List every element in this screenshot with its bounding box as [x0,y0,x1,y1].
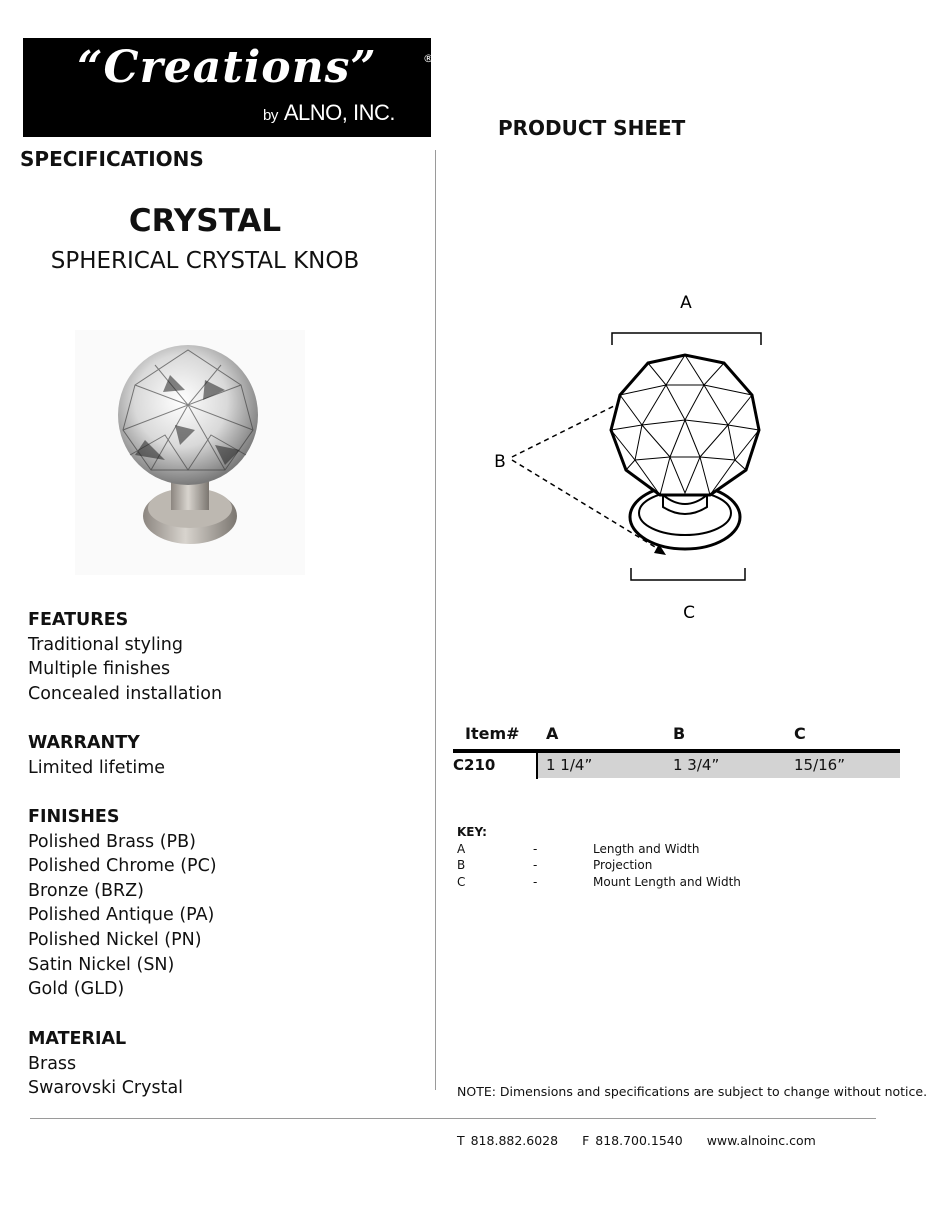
material-item: Brass [28,1053,77,1074]
material-title: MATERIAL [28,1029,127,1049]
table-header-a: A [546,724,559,743]
table-column-rule [536,753,538,779]
finish-item: Polished Antique (PA) [28,905,215,926]
key-description: Length and Width [593,841,700,856]
contact-footer [457,1133,834,1148]
dimension-label-b: B [494,452,506,472]
disclaimer-note: NOTE: Dimensions and specifications are subject to change without notice. [457,1084,928,1099]
key-letter: A [457,841,466,856]
finish-item: Satin Nickel (SN) [28,954,175,975]
key-dash: - [533,874,538,889]
product-sheet-heading: PRODUCT SHEET [498,116,686,140]
logo-by: by [263,107,278,124]
fax-number: F 818.700.1540 [582,1133,683,1148]
table-cell-a: 1 1/4” [546,756,593,774]
table-header-item: Item# [465,724,520,743]
dimension-label-c: C [683,603,695,623]
dimension-label-a: A [680,293,692,313]
website-link[interactable]: www.alnoinc.com [706,1133,816,1148]
dimension-bracket-c [631,568,745,580]
registered-mark: ® [423,52,434,65]
key-letter: C [457,874,466,889]
feature-item: Traditional styling [28,634,183,655]
specifications-heading: SPECIFICATIONS [20,147,204,171]
finish-item: Bronze (BRZ) [28,880,144,901]
company-logo [23,38,434,137]
dimensions-table [453,724,900,784]
finish-item: Gold (GLD) [28,979,125,1000]
dimension-key [457,824,741,890]
feature-item: Concealed installation [28,683,223,704]
warranty-section [28,731,165,780]
features-section [28,608,222,706]
key-dash: - [533,841,538,856]
finish-item: Polished Brass (PB) [28,831,196,852]
finish-item: Polished Chrome (PC) [28,856,217,877]
product-name: CRYSTAL [128,203,282,239]
table-header-c: C [794,724,806,743]
footer-divider [30,1118,876,1119]
knob-photo [75,330,305,575]
knob-outline [611,355,759,549]
warranty-title: WARRANTY [28,733,140,753]
logo-script-text: “Creations” [77,42,377,93]
key-row [457,874,741,891]
table-header-b: B [673,724,686,743]
finishes-title: FINISHES [28,807,120,827]
table-cell-b: 1 3/4” [673,756,720,774]
warranty-item: Limited lifetime [28,757,166,778]
phone-number: T 818.882.6028 [457,1133,559,1148]
key-row [457,857,653,874]
key-title: KEY: [457,825,487,839]
key-description: Projection [593,858,653,872]
key-letter: B [457,858,466,872]
dimension-bracket-a [612,333,761,345]
logo-byline [263,100,395,126]
material-section [28,1027,183,1101]
table-cell-c: 15/16” [794,756,845,774]
table-cell-item: C210 [453,756,496,774]
finishes-section [28,805,217,1002]
product-subtitle: SPHERICAL CRYSTAL KNOB [50,248,360,274]
finish-item: Polished Nickel (PN) [28,929,202,950]
vertical-divider [435,150,436,1090]
features-title: FEATURES [28,610,129,630]
key-row [457,841,700,858]
feature-item: Multiple finishes [28,659,171,680]
logo-company: ALNO, INC. [283,100,395,125]
technical-drawing [470,285,790,630]
material-item: Swarovski Crystal [28,1078,184,1099]
key-dash: - [533,858,538,872]
key-description: Mount Length and Width [593,874,741,889]
